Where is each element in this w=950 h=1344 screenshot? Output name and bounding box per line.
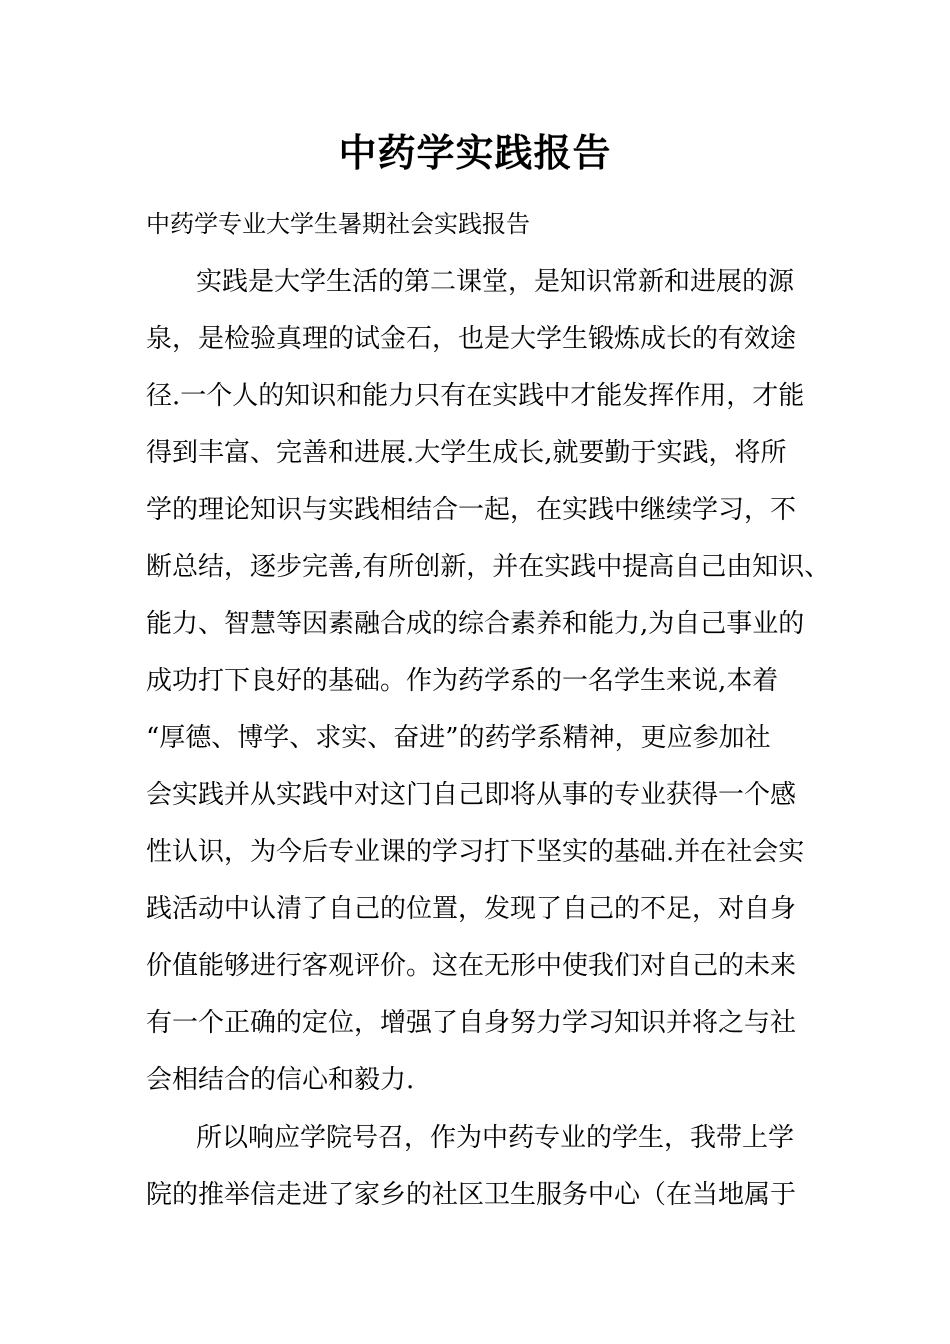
paragraph-line: 会实践并从实践中对这门自己即将从事的专业获得一个感 bbox=[146, 780, 797, 810]
document-subtitle: 中药学专业大学生暑期社会实践报告 bbox=[146, 210, 530, 238]
paragraph-line: 有一个正确的定位，增强了自身努力学习知识并将之与社 bbox=[146, 1008, 797, 1038]
paragraph-line: 实践是大学生活的第二课堂，是知识常新和进展的源 bbox=[196, 267, 795, 297]
paragraph-line: 所以响应学院号召，作为中药专业的学生，我带上学 bbox=[196, 1123, 795, 1153]
document-title: 中药学实践报告 bbox=[338, 130, 612, 175]
paragraph-line: 断总结，逐步完善,有所创新，并在实践中提高自己由知识、 bbox=[146, 552, 831, 582]
paragraph-line: 得到丰富、完善和进展.大学生成长,就要勤于实践，将所 bbox=[146, 438, 787, 468]
paragraph-line: 径.一个人的知识和能力只有在实践中才能发挥作用，才能 bbox=[146, 381, 805, 411]
paragraph-line: 会相结合的信心和毅力. bbox=[146, 1065, 415, 1095]
paragraph-line: 践活动中认清了自己的位置，发现了自己的不足，对自身 bbox=[146, 894, 797, 924]
paragraph-line: “厚德、博学、求实、奋进”的药学系精神，更应参加社 bbox=[146, 723, 771, 753]
paragraph-line: 学的理论知识与实践相结合一起，在实践中继续学习，不 bbox=[146, 495, 797, 525]
paragraph-line: 成功打下良好的基础。作为药学系的一名学生来说,本着 bbox=[146, 666, 779, 696]
paragraph-line: 价值能够进行客观评价。这在无形中使我们对自己的未来 bbox=[146, 951, 797, 981]
paragraph-line: 性认识，为今后专业课的学习打下坚实的基础.并在社会实 bbox=[146, 837, 805, 867]
paragraph-line: 能力、智慧等因素融合成的综合素养和能力,为自己事业的 bbox=[146, 609, 805, 639]
paragraph-line: 泉，是检验真理的试金石，也是大学生锻炼成长的有效途 bbox=[146, 324, 797, 354]
paragraph-line: 院的推举信走进了家乡的社区卫生服务中心（在当地属于 bbox=[146, 1180, 797, 1210]
